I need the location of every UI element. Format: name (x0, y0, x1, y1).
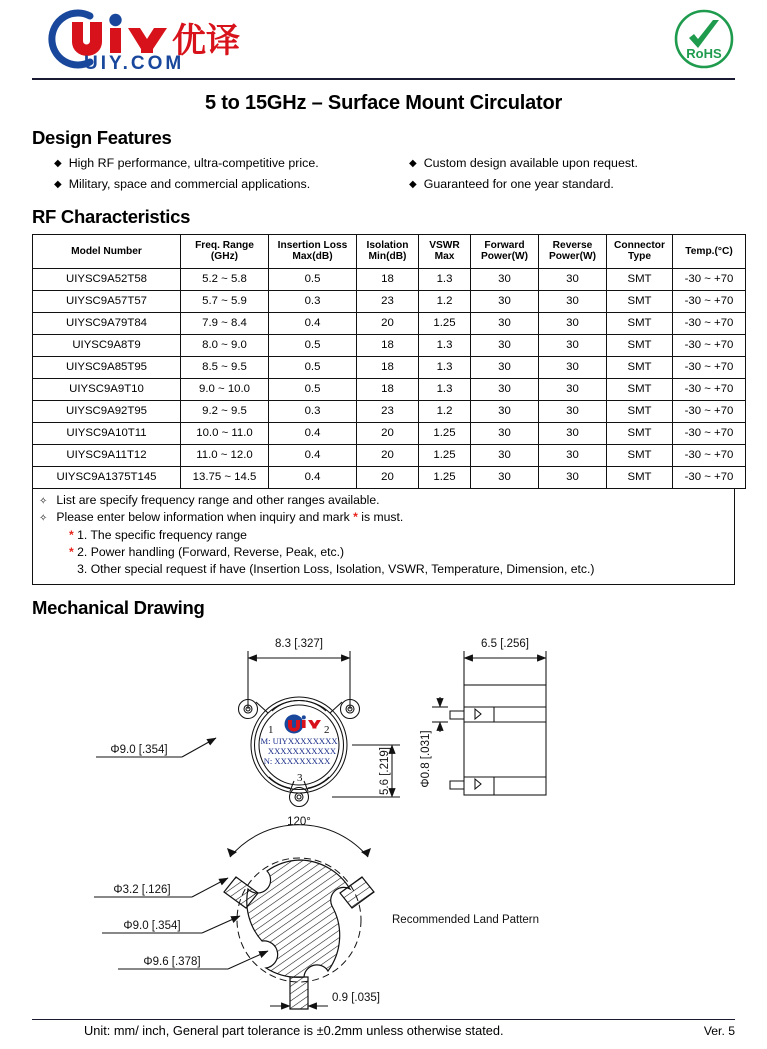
table-cell: 23 (357, 290, 419, 312)
rohs-label: RoHS (686, 46, 722, 61)
table-cell: 0.3 (269, 400, 357, 422)
marking-line-2: XXXXXXXXXXX (267, 745, 337, 756)
table-cell: 1.2 (419, 290, 471, 312)
table-cell: 5.7 ~ 5.9 (181, 290, 269, 312)
table-cell: 20 (357, 466, 419, 488)
table-cell: 8.0 ~ 9.0 (181, 334, 269, 356)
table-cell: UIYSC9A10T11 (33, 422, 181, 444)
table-header-cell: Connector Type (607, 234, 673, 268)
table-notes (32, 489, 735, 585)
table-header-cell: Forward Power(W) (471, 234, 539, 268)
table-cell: UIYSC9A92T95 (33, 400, 181, 422)
table-cell: -30 ~ +70 (673, 334, 746, 356)
landpattern-outer-dim: Φ9.6 [.378] (143, 955, 201, 968)
table-cell: 1.3 (419, 268, 471, 290)
required-asterisk: * (69, 544, 74, 559)
table-header-cell: Reverse Power(W) (539, 234, 607, 268)
diamond-bullet-icon: ✧ (39, 495, 48, 507)
required-asterisk: * (69, 527, 74, 542)
table-cell: 20 (357, 312, 419, 334)
table-row (33, 422, 746, 444)
table-cell: SMT (607, 400, 673, 422)
feature-text: Guaranteed for one year standard. (423, 176, 614, 191)
topview-height-dim: 5.6 [.219] (379, 746, 391, 795)
marking-line-3: N: XXXXXXXXX (263, 755, 331, 766)
note-item (39, 509, 728, 526)
table-cell: 30 (539, 444, 607, 466)
table-cell: -30 ~ +70 (673, 400, 746, 422)
table-cell: -30 ~ +70 (673, 290, 746, 312)
header-divider (32, 78, 735, 80)
table-cell: -30 ~ +70 (673, 312, 746, 334)
sideview-width-dim: 6.5 [.256] (481, 637, 529, 650)
table-cell: 18 (357, 378, 419, 400)
design-features-heading: Design Features (32, 127, 172, 148)
table-header-cell: Isolation Min(dB) (357, 234, 419, 268)
table-cell: 30 (539, 290, 607, 312)
rf-characteristics-table (32, 234, 746, 489)
table-cell: SMT (607, 268, 673, 290)
table-cell: SMT (607, 422, 673, 444)
table-cell: SMT (607, 466, 673, 488)
diamond-bullet-icon: ◆ (409, 178, 417, 190)
mechanical-drawing-heading: Mechanical Drawing (32, 596, 205, 618)
table-cell: -30 ~ +70 (673, 466, 746, 488)
feature-item (54, 155, 409, 173)
diamond-bullet-icon: ◆ (54, 158, 62, 169)
table-cell: 20 (357, 422, 419, 444)
table-cell: 30 (471, 312, 539, 334)
page-title: 5 to 15GHz – Surface Mount Circulator (204, 92, 563, 114)
table-cell: -30 ~ +70 (673, 422, 746, 444)
rohs-logo (673, 8, 735, 70)
table-cell: UIYSC9A11T12 (33, 444, 181, 466)
table-row (33, 400, 746, 422)
table-cell: 30 (471, 378, 539, 400)
note-item (39, 492, 728, 509)
table-cell: -30 ~ +70 (673, 444, 746, 466)
table-cell: 1.25 (419, 466, 471, 488)
version-label: Ver. 5 (703, 1023, 735, 1038)
table-cell: 30 (471, 290, 539, 312)
table-cell: 9.0 ~ 10.0 (181, 378, 269, 400)
table-cell: 9.2 ~ 9.5 (181, 400, 269, 422)
table-cell: 7.9 ~ 8.4 (181, 312, 269, 334)
table-cell: 30 (471, 466, 539, 488)
table-cell: UIYSC9A9T10 (33, 378, 181, 400)
note-text: List are specify frequency range and other ranges available. (56, 492, 380, 507)
note-subitem: * 1. The specific frequency range (69, 527, 247, 542)
table-row (33, 356, 746, 378)
table-cell: -30 ~ +70 (673, 268, 746, 290)
table-cell: 0.5 (269, 268, 357, 290)
table-cell: 0.4 (269, 312, 357, 334)
svg-text:UIY.COM: UIY.COM (84, 53, 185, 72)
note-subitem: 3. Other special request if have (Insertion Loss, Isolation, VSWR, Temperature, Dimension, etc.) (77, 562, 595, 577)
table-cell: 1.25 (419, 312, 471, 334)
table-cell: UIYSC9A79T84 (33, 312, 181, 334)
table-cell: -30 ~ +70 (673, 378, 746, 400)
table-cell: -30 ~ +70 (673, 356, 746, 378)
port-number-3: 3 (297, 771, 303, 784)
feature-item (54, 176, 409, 194)
table-cell: 30 (471, 268, 539, 290)
table-cell: 0.5 (269, 334, 357, 356)
diamond-bullet-icon: ◆ (54, 178, 62, 190)
table-cell: 1.25 (419, 444, 471, 466)
sideview-thickness-dim: Φ0.8 [.031] (420, 730, 432, 788)
port-number-2: 2 (324, 723, 330, 736)
table-header-cell: VSWR Max (419, 234, 471, 268)
table-cell: 30 (471, 400, 539, 422)
table-cell: 30 (539, 378, 607, 400)
table-cell: SMT (607, 334, 673, 356)
unit-note: Unit: mm/ inch, General part tolerance is ±0.2mm unless otherwise stated. (84, 1022, 504, 1038)
uiy-logo (32, 6, 262, 72)
table-cell: 0.5 (269, 356, 357, 378)
note-subitem: * 2. Power handling (Forward, Reverse, Peak, etc.) (69, 544, 345, 559)
table-row (33, 444, 746, 466)
table-row (33, 268, 746, 290)
page-footer (32, 1020, 735, 1038)
topview-diameter-dim: Φ9.0 [.354] (110, 743, 168, 756)
table-cell: 30 (471, 356, 539, 378)
table-cell: 0.3 (269, 290, 357, 312)
table-header-cell: Insertion Loss Max(dB) (269, 234, 357, 268)
table-cell: 13.75 ~ 14.5 (181, 466, 269, 488)
feature-item (409, 176, 735, 194)
note-text: Please enter below information when inquiry and mark * is must. (56, 510, 404, 525)
table-cell: 1.2 (419, 400, 471, 422)
table-header-cell: Freq. Range (GHz) (181, 234, 269, 268)
table-cell: UIYSC9A52T58 (33, 268, 181, 290)
diamond-bullet-icon: ✧ (39, 513, 48, 525)
table-cell: 30 (539, 334, 607, 356)
table-cell: 23 (357, 400, 419, 422)
feature-text: High RF performance, ultra-competitive price. (68, 156, 319, 170)
table-cell: 30 (539, 422, 607, 444)
table-cell: 1.25 (419, 422, 471, 444)
design-features-list (32, 155, 735, 194)
table-cell: 0.4 (269, 422, 357, 444)
table-header-cell: Temp.(°C) (673, 234, 746, 268)
table-cell: SMT (607, 312, 673, 334)
table-cell: 20 (357, 444, 419, 466)
table-header-cell: Model Number (33, 234, 181, 268)
table-header-row (33, 234, 746, 268)
required-asterisk: * (353, 510, 358, 525)
table-cell: SMT (607, 444, 673, 466)
topview-width-dim: 8.3 [.327] (275, 637, 323, 650)
table-cell: 1.3 (419, 378, 471, 400)
table-cell: UIYSC9A1375T145 (33, 466, 181, 488)
table-cell: SMT (607, 378, 673, 400)
table-cell: 18 (357, 268, 419, 290)
table-cell: 30 (539, 466, 607, 488)
table-cell: SMT (607, 290, 673, 312)
table-cell: 18 (357, 334, 419, 356)
table-cell: 30 (539, 268, 607, 290)
table-cell: 30 (471, 334, 539, 356)
table-cell: 11.0 ~ 12.0 (181, 444, 269, 466)
table-cell: 5.2 ~ 5.8 (181, 268, 269, 290)
feature-text: Military, space and commercial applications. (68, 176, 311, 191)
table-cell: 30 (471, 422, 539, 444)
landpattern-tabwidth-dim: 0.9 [.035] (332, 991, 380, 1004)
mechanical-drawing-figure (32, 625, 735, 1017)
table-row (33, 312, 746, 334)
table-cell: UIYSC9A8T9 (33, 334, 181, 356)
diamond-bullet-icon: ◆ (409, 158, 417, 169)
table-cell: 0.5 (269, 378, 357, 400)
table-cell: 18 (357, 356, 419, 378)
rf-characteristics-heading: RF Characteristics (32, 205, 191, 227)
marking-line-1: M: UIYXXXXXXXX (260, 735, 338, 746)
table-row (33, 466, 746, 488)
table-cell: 0.4 (269, 466, 357, 488)
table-cell: 30 (539, 400, 607, 422)
table-cell: 1.3 (419, 334, 471, 356)
table-cell: SMT (607, 356, 673, 378)
table-body (33, 268, 746, 488)
table-cell: 30 (539, 312, 607, 334)
port-number-1: 1 (268, 723, 274, 736)
table-cell: 30 (539, 356, 607, 378)
table-cell: UIYSC9A57T57 (33, 290, 181, 312)
table-cell: 30 (471, 444, 539, 466)
table-row (33, 334, 746, 356)
landpattern-inner-dim: Φ9.0 [.354] (123, 919, 181, 932)
feature-text: Custom design available upon request. (423, 156, 638, 170)
table-row (33, 378, 746, 400)
svg-text:优译: 优译 (172, 22, 240, 60)
table-cell: UIYSC9A85T95 (33, 356, 181, 378)
table-cell: 1.3 (419, 356, 471, 378)
page-header (32, 0, 735, 78)
table-row (33, 290, 746, 312)
table-cell: 0.4 (269, 444, 357, 466)
feature-item (409, 155, 735, 173)
landpattern-tab-dim: Φ3.2 [.126] (113, 883, 171, 896)
table-cell: 10.0 ~ 11.0 (181, 422, 269, 444)
landpattern-angle-dim: 120° (287, 815, 311, 828)
table-cell: 8.5 ~ 9.5 (181, 356, 269, 378)
landpattern-label: Recommended Land Pattern (392, 913, 540, 926)
